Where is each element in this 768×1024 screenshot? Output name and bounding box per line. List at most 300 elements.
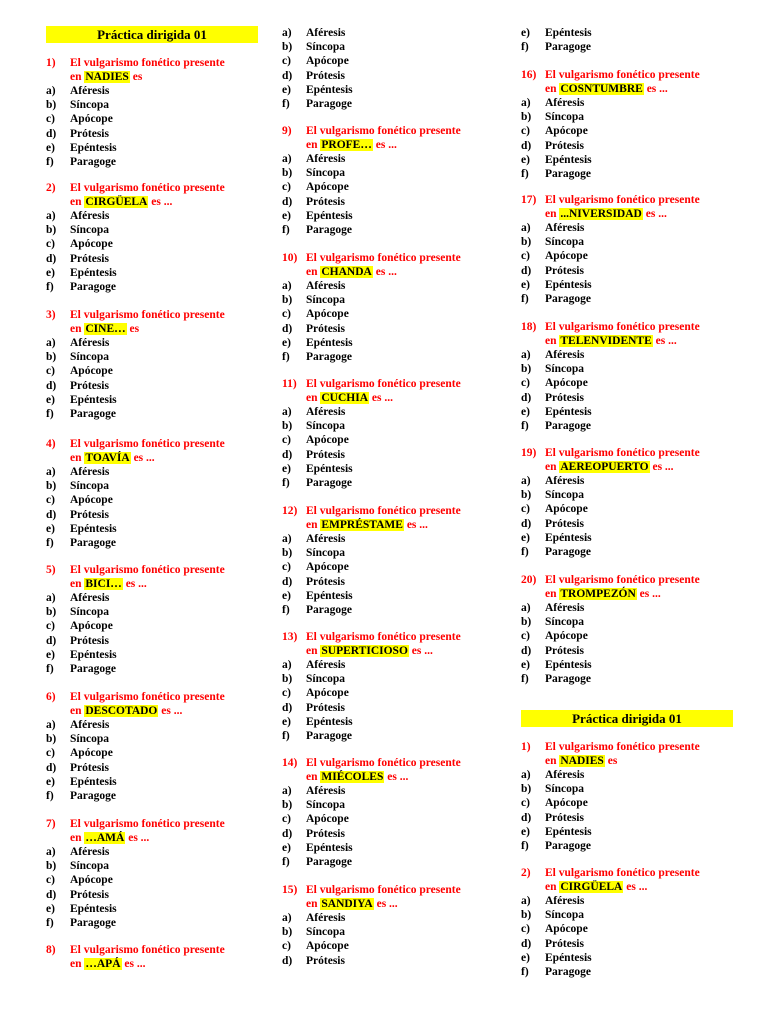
answer-option-epentesis[interactable] <box>282 209 494 223</box>
option-text: Paragoge <box>545 672 591 685</box>
option-text: Epéntesis <box>545 531 592 544</box>
answer-option-apocope[interactable] <box>521 502 733 516</box>
answer-option-protesis[interactable] <box>282 701 494 715</box>
option-text: Síncopa <box>306 41 345 54</box>
option-text: Apócope <box>70 874 113 887</box>
answer-option-epentesis[interactable] <box>521 825 733 839</box>
answer-option-apocope[interactable] <box>282 307 494 321</box>
answer-option-aferesis[interactable] <box>521 474 733 488</box>
answer-option-protesis[interactable] <box>282 448 494 462</box>
question-en: en <box>70 71 82 83</box>
option-letter: f) <box>282 350 290 363</box>
answer-option-aferesis[interactable] <box>521 221 733 235</box>
answer-option-apocope[interactable] <box>282 939 494 953</box>
answer-option-sincopa[interactable] <box>521 782 733 796</box>
question-number: 4) <box>46 438 56 450</box>
answer-option-protesis[interactable] <box>282 322 494 336</box>
option-letter: f) <box>282 223 290 236</box>
answer-option-apocope[interactable] <box>46 493 258 507</box>
answer-option-sincopa[interactable] <box>46 98 258 112</box>
answer-option-epentesis[interactable] <box>46 141 258 155</box>
answer-option-sincopa[interactable] <box>282 925 494 939</box>
answer-option-epentesis[interactable] <box>46 648 258 662</box>
question-text: El vulgarismo fonético presente <box>545 321 700 333</box>
option-letter: d) <box>282 827 293 840</box>
answer-option-epentesis[interactable] <box>282 841 494 855</box>
question-prompt <box>521 740 733 768</box>
option-letter: b) <box>46 606 57 619</box>
answer-option-apocope[interactable] <box>46 364 258 378</box>
question-text: El vulgarismo fonético presente <box>306 125 461 137</box>
answer-option-apocope[interactable] <box>521 629 733 643</box>
answer-option-sincopa[interactable] <box>46 350 258 364</box>
option-text: Epéntesis <box>70 902 117 915</box>
option-text: Síncopa <box>70 351 109 364</box>
option-letter: d) <box>521 644 532 657</box>
option-letter: b) <box>46 99 57 112</box>
answer-option-sincopa[interactable] <box>521 615 733 629</box>
answer-option-paragoge[interactable] <box>46 407 258 421</box>
answer-option-apocope[interactable] <box>282 560 494 574</box>
highlighted-word: PROFE… <box>321 139 372 151</box>
answer-option-aferesis[interactable] <box>46 84 258 98</box>
option-text: Epéntesis <box>545 825 592 838</box>
answer-option-protesis[interactable] <box>521 517 733 531</box>
question-text: El vulgarismo fonético presente <box>70 309 225 321</box>
option-letter: a) <box>521 97 531 109</box>
question-en: en <box>545 461 557 473</box>
answer-option-aferesis[interactable] <box>521 96 733 110</box>
answer-option-paragoge[interactable] <box>521 965 733 979</box>
answer-option-protesis[interactable] <box>46 252 258 266</box>
answer-option-aferesis[interactable] <box>46 209 258 223</box>
option-letter: b) <box>521 909 532 922</box>
option-letter: d) <box>521 264 532 277</box>
answer-option-epentesis[interactable] <box>521 153 733 167</box>
question-tail: es <box>132 71 143 83</box>
answer-option-sincopa[interactable] <box>521 110 733 124</box>
answer-option-sincopa[interactable] <box>46 223 258 237</box>
option-letter: d) <box>282 448 293 461</box>
option-text: Prótesis <box>306 448 345 461</box>
answer-option-protesis[interactable] <box>282 69 494 83</box>
answer-option-paragoge[interactable] <box>282 855 494 869</box>
answer-option-protesis[interactable] <box>521 644 733 658</box>
option-letter: a) <box>282 785 292 797</box>
question-en: en <box>306 139 318 151</box>
question-target-line <box>545 207 667 221</box>
option-letter: a) <box>521 602 531 614</box>
option-letter: e) <box>282 589 291 602</box>
answer-option-apocope[interactable] <box>46 873 258 887</box>
question-tail: es ... <box>411 645 433 657</box>
answer-option-sincopa[interactable] <box>46 479 258 493</box>
option-text: Epéntesis <box>306 589 353 602</box>
answer-option-epentesis[interactable] <box>282 589 494 603</box>
option-letter: b) <box>282 420 293 433</box>
option-text: Aféresis <box>545 602 585 614</box>
option-letter: a) <box>282 659 292 671</box>
answer-option-epentesis[interactable] <box>282 336 494 350</box>
option-text: Síncopa <box>545 236 584 249</box>
option-letter: c) <box>521 503 530 516</box>
option-letter: f) <box>282 603 290 616</box>
answer-option-epentesis[interactable] <box>282 715 494 729</box>
option-text: Paragoge <box>70 407 116 420</box>
answer-option-apocope[interactable] <box>282 433 494 447</box>
answer-option-paragoge[interactable] <box>282 223 494 237</box>
question-target-line <box>545 587 661 601</box>
option-text: Epéntesis <box>70 141 117 154</box>
question-tail: es ... <box>371 392 393 404</box>
option-text: Síncopa <box>545 363 584 376</box>
answer-option-aferesis[interactable] <box>282 26 494 40</box>
answer-option-sincopa[interactable] <box>521 362 733 376</box>
answer-option-epentesis[interactable] <box>521 951 733 965</box>
question-tail: es ... <box>406 519 428 531</box>
answer-option-aferesis[interactable] <box>46 336 258 350</box>
option-text: Epéntesis <box>70 393 117 406</box>
answer-option-sincopa[interactable] <box>282 798 494 812</box>
option-text: Aféresis <box>545 349 585 361</box>
question-text: El vulgarismo fonético presente <box>70 57 225 69</box>
option-text: Aféresis <box>70 85 110 97</box>
answer-option-protesis[interactable] <box>282 954 494 968</box>
option-text: Síncopa <box>70 733 109 746</box>
answer-option-apocope[interactable] <box>46 746 258 760</box>
answer-option-paragoge[interactable] <box>282 729 494 743</box>
answer-option-sincopa[interactable] <box>282 166 494 180</box>
answer-option-paragoge[interactable] <box>521 40 733 54</box>
option-letter: b) <box>282 926 293 939</box>
answer-option-protesis[interactable] <box>521 391 733 405</box>
option-letter: d) <box>46 508 57 521</box>
option-text: Aféresis <box>545 222 585 234</box>
option-letter: b) <box>46 480 57 493</box>
question-block <box>521 446 733 559</box>
option-text: Síncopa <box>545 489 584 502</box>
question-tail: es ... <box>161 705 183 717</box>
option-text: Paragoge <box>545 545 591 558</box>
answer-option-epentesis[interactable] <box>282 462 494 476</box>
option-text: Epéntesis <box>70 775 117 788</box>
question-target-line <box>70 704 182 718</box>
answer-option-epentesis[interactable] <box>46 266 258 280</box>
option-text: Paragoge <box>70 662 116 675</box>
answer-option-epentesis[interactable] <box>46 775 258 789</box>
option-letter: e) <box>46 141 55 154</box>
option-letter: f) <box>46 916 54 929</box>
option-text: Prótesis <box>306 827 345 840</box>
question-en: en <box>70 323 82 335</box>
option-letter: d) <box>282 954 293 967</box>
answer-option-paragoge[interactable] <box>282 603 494 617</box>
highlighted-word: CIRGÜELA <box>85 196 148 208</box>
option-text: Aféresis <box>306 280 346 292</box>
highlighted-word: DESCOTADO <box>85 705 158 717</box>
option-letter: e) <box>521 658 530 671</box>
option-letter: a) <box>521 222 531 234</box>
answer-option-protesis[interactable] <box>46 634 258 648</box>
option-text: Apócope <box>70 620 113 633</box>
question-target-line <box>70 831 149 845</box>
answer-option-protesis[interactable] <box>46 508 258 522</box>
question-text: El vulgarismo fonético presente <box>306 505 461 517</box>
question-block <box>521 866 733 979</box>
answer-option-apocope[interactable] <box>282 54 494 68</box>
option-letter: e) <box>282 209 291 222</box>
answer-option-protesis[interactable] <box>46 379 258 393</box>
answer-option-apocope[interactable] <box>46 112 258 126</box>
section-title: Práctica dirigida 01 <box>521 710 733 727</box>
answer-option-sincopa[interactable] <box>282 546 494 560</box>
answer-option-paragoge[interactable] <box>46 280 258 294</box>
answer-option-apocope[interactable] <box>46 619 258 633</box>
option-text: Prótesis <box>70 252 109 265</box>
answer-option-epentesis[interactable] <box>282 83 494 97</box>
answer-option-epentesis[interactable] <box>46 522 258 536</box>
answer-option-apocope[interactable] <box>282 812 494 826</box>
answer-option-protesis[interactable] <box>521 139 733 153</box>
answer-option-sincopa[interactable] <box>521 488 733 502</box>
option-letter: c) <box>282 181 291 194</box>
answer-option-apocope[interactable] <box>521 376 733 390</box>
answer-option-aferesis[interactable] <box>282 152 494 166</box>
answer-option-epentesis[interactable] <box>46 902 258 916</box>
question-en: en <box>70 196 82 208</box>
question-prompt <box>282 377 494 405</box>
option-letter: c) <box>46 620 55 633</box>
option-letter: c) <box>46 238 55 251</box>
answer-option-protesis[interactable] <box>521 264 733 278</box>
answer-option-protesis[interactable] <box>282 827 494 841</box>
answer-option-epentesis[interactable] <box>46 393 258 407</box>
option-letter: a) <box>46 466 56 478</box>
answer-option-aferesis[interactable] <box>46 465 258 479</box>
answer-option-epentesis[interactable] <box>521 405 733 419</box>
option-letter: f) <box>521 41 529 54</box>
answer-option-epentesis[interactable] <box>521 26 733 40</box>
option-letter: c) <box>282 434 291 447</box>
option-text: Epéntesis <box>306 841 353 854</box>
option-letter: b) <box>521 236 532 249</box>
question-tail: es <box>607 755 618 767</box>
option-text: Apócope <box>306 308 349 321</box>
option-letter: c) <box>46 747 55 760</box>
answer-option-apocope[interactable] <box>521 124 733 138</box>
answer-option-apocope[interactable] <box>521 796 733 810</box>
option-letter: e) <box>282 462 291 475</box>
option-letter: d) <box>521 937 532 950</box>
question-prompt <box>521 68 733 96</box>
answer-option-aferesis[interactable] <box>282 279 494 293</box>
question-en: en <box>306 771 318 783</box>
question-prompt <box>282 251 494 279</box>
answer-option-paragoge[interactable] <box>521 419 733 433</box>
answer-option-paragoge[interactable] <box>521 545 733 559</box>
answer-option-sincopa[interactable] <box>46 732 258 746</box>
option-letter: c) <box>521 630 530 643</box>
option-text: Epéntesis <box>545 951 592 964</box>
option-letter: e) <box>521 27 530 39</box>
answer-option-apocope[interactable] <box>282 180 494 194</box>
option-text: Apócope <box>545 503 588 516</box>
question-target-line <box>70 322 139 336</box>
option-text: Síncopa <box>306 420 345 433</box>
question-number: 2) <box>521 867 531 879</box>
answer-option-aferesis[interactable] <box>521 768 733 782</box>
option-letter: e) <box>46 902 55 915</box>
question-en: en <box>70 578 82 590</box>
answer-option-protesis[interactable] <box>521 811 733 825</box>
answer-option-apocope[interactable] <box>282 686 494 700</box>
option-letter: d) <box>282 701 293 714</box>
answer-option-sincopa[interactable] <box>282 672 494 686</box>
question-target-line <box>306 770 408 784</box>
option-text: Aféresis <box>545 97 585 109</box>
highlighted-word: TROMPEZÓN <box>560 588 636 600</box>
answer-option-aferesis[interactable] <box>46 845 258 859</box>
answer-option-protesis[interactable] <box>282 575 494 589</box>
answer-option-aferesis[interactable] <box>46 718 258 732</box>
answer-option-sincopa[interactable] <box>282 293 494 307</box>
option-text: Paragoge <box>70 155 116 168</box>
answer-option-paragoge[interactable] <box>46 916 258 930</box>
answer-option-aferesis[interactable] <box>282 784 494 798</box>
option-text: Prótesis <box>545 139 584 152</box>
highlighted-word: TOAVÍA <box>85 452 130 464</box>
answer-option-paragoge[interactable] <box>46 155 258 169</box>
highlighted-word: BICI… <box>85 578 122 590</box>
question-prompt <box>46 690 258 718</box>
option-letter: a) <box>46 719 56 731</box>
option-letter: c) <box>46 494 55 507</box>
answer-option-aferesis[interactable] <box>521 348 733 362</box>
answer-option-protesis[interactable] <box>282 195 494 209</box>
option-text: Paragoge <box>545 167 591 180</box>
option-text: Prótesis <box>306 701 345 714</box>
option-text: Síncopa <box>70 606 109 619</box>
option-text: Apócope <box>70 238 113 251</box>
option-text: Aféresis <box>306 406 346 418</box>
question-target-line <box>545 460 674 474</box>
answer-option-paragoge[interactable] <box>46 536 258 550</box>
question-target-line <box>306 265 397 279</box>
option-letter: f) <box>521 419 529 432</box>
question-en: en <box>306 898 318 910</box>
question-tail: es ... <box>376 898 398 910</box>
question-tail: es ... <box>151 196 173 208</box>
answer-option-paragoge[interactable] <box>282 350 494 364</box>
answer-option-aferesis[interactable] <box>46 591 258 605</box>
option-letter: e) <box>521 531 530 544</box>
answer-option-paragoge[interactable] <box>282 97 494 111</box>
answer-option-protesis[interactable] <box>46 761 258 775</box>
option-text: Apócope <box>545 250 588 263</box>
option-letter: b) <box>521 783 532 796</box>
answer-option-apocope[interactable] <box>521 249 733 263</box>
answer-option-sincopa[interactable] <box>282 419 494 433</box>
answer-option-aferesis[interactable] <box>282 658 494 672</box>
highlighted-word: SUPERTICIOSO <box>321 645 408 657</box>
option-letter: d) <box>282 195 293 208</box>
answer-option-protesis[interactable] <box>46 888 258 902</box>
option-letter: a) <box>282 406 292 418</box>
option-letter: c) <box>282 687 291 700</box>
option-letter: f) <box>46 155 54 168</box>
option-letter: f) <box>282 97 290 110</box>
answer-option-sincopa[interactable] <box>521 908 733 922</box>
question-prompt <box>46 181 258 209</box>
question-target-line <box>306 138 397 152</box>
option-text: Apócope <box>545 125 588 138</box>
option-letter: a) <box>282 27 292 39</box>
answer-option-aferesis[interactable] <box>521 894 733 908</box>
answer-option-apocope[interactable] <box>46 237 258 251</box>
question-block <box>282 251 494 364</box>
answer-option-paragoge[interactable] <box>46 789 258 803</box>
answer-option-sincopa[interactable] <box>46 859 258 873</box>
option-letter: d) <box>46 252 57 265</box>
answer-option-aferesis[interactable] <box>521 601 733 615</box>
question-target-line <box>70 957 145 971</box>
option-text: Apócope <box>70 365 113 378</box>
option-letter: c) <box>521 797 530 810</box>
answer-option-epentesis[interactable] <box>521 278 733 292</box>
question-block <box>46 817 258 930</box>
question-number: 19) <box>521 447 537 459</box>
answer-option-epentesis[interactable] <box>521 658 733 672</box>
answer-option-sincopa[interactable] <box>282 40 494 54</box>
question-block <box>46 181 258 294</box>
answer-option-protesis[interactable] <box>46 127 258 141</box>
answer-option-paragoge[interactable] <box>46 662 258 676</box>
option-text: Epéntesis <box>306 83 353 96</box>
option-text: Prótesis <box>70 888 109 901</box>
question-tail: es ... <box>125 578 147 590</box>
option-text: Apócope <box>70 494 113 507</box>
option-text: Aféresis <box>545 475 585 487</box>
question-tail: es ... <box>128 832 150 844</box>
option-text: Epéntesis <box>545 27 592 39</box>
question-prompt <box>282 883 494 911</box>
answer-option-aferesis[interactable] <box>282 911 494 925</box>
answer-option-sincopa[interactable] <box>46 605 258 619</box>
answer-option-paragoge[interactable] <box>521 292 733 306</box>
option-letter: d) <box>46 127 57 140</box>
option-letter: f) <box>282 476 290 489</box>
answer-option-epentesis[interactable] <box>521 531 733 545</box>
answer-option-apocope[interactable] <box>521 922 733 936</box>
section-header-block <box>46 26 258 43</box>
question-tail: es ... <box>124 958 146 970</box>
answer-option-aferesis[interactable] <box>282 532 494 546</box>
question-block <box>282 756 494 869</box>
answer-option-sincopa[interactable] <box>521 235 733 249</box>
question-prompt <box>46 563 258 591</box>
answer-option-paragoge[interactable] <box>282 476 494 490</box>
answer-option-aferesis[interactable] <box>282 405 494 419</box>
answer-option-paragoge[interactable] <box>521 672 733 686</box>
answer-option-protesis[interactable] <box>521 937 733 951</box>
question-block <box>46 437 258 550</box>
highlighted-word: TELENVIDENTE <box>560 335 652 347</box>
option-letter: c) <box>46 113 55 126</box>
answer-option-paragoge[interactable] <box>521 839 733 853</box>
option-letter: c) <box>282 308 291 321</box>
option-text: Apócope <box>70 747 113 760</box>
answer-option-paragoge[interactable] <box>521 167 733 181</box>
